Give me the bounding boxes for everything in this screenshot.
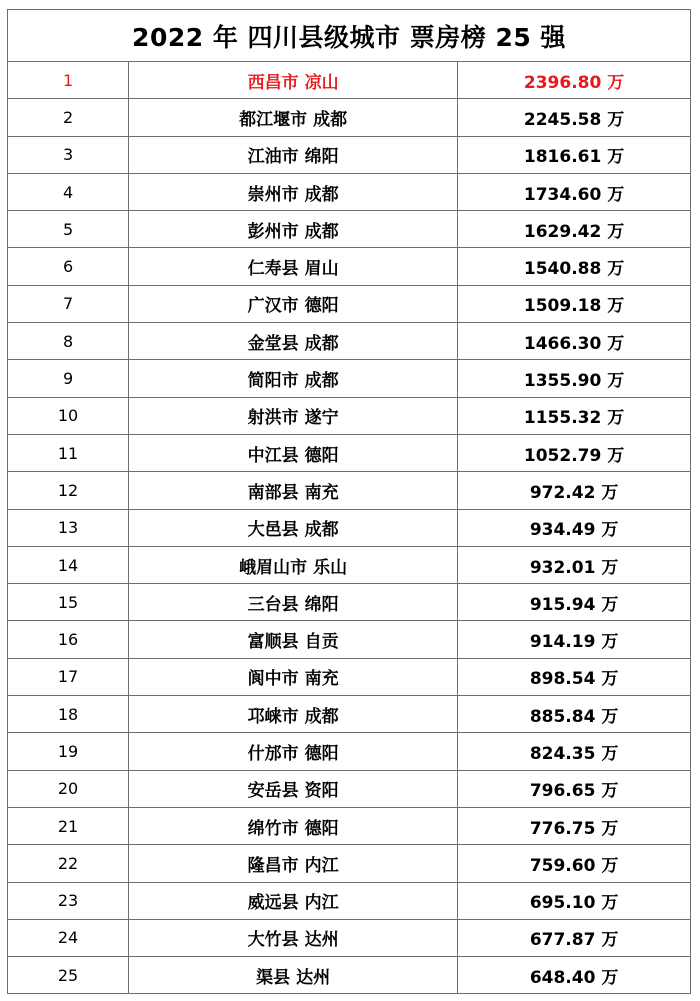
table-row: [8, 621, 691, 658]
rank-cell: 16: [8, 621, 129, 658]
rank-cell: 21: [8, 807, 129, 844]
rank-cell: 7: [8, 285, 129, 322]
table-row: [8, 285, 691, 322]
city-name-cell: 江油市 绵阳: [129, 136, 458, 173]
rank-cell: 25: [8, 957, 129, 994]
rank-cell: 15: [8, 584, 129, 621]
rank-cell: 6: [8, 248, 129, 285]
rank-cell: 12: [8, 472, 129, 509]
box-office-cell: 1629.42 万: [458, 211, 691, 248]
box-office-cell: 898.54 万: [458, 658, 691, 695]
table-row: [8, 509, 691, 546]
city-name-cell: 大竹县 达州: [129, 919, 458, 956]
rank-cell: 11: [8, 434, 129, 471]
city-name-cell: 崇州市 成都: [129, 173, 458, 210]
box-office-cell: 2396.80 万: [458, 62, 691, 99]
rank-cell: 5: [8, 211, 129, 248]
city-name-cell: 彭州市 成都: [129, 211, 458, 248]
city-name-cell: 隆昌市 内江: [129, 845, 458, 882]
table-row: [8, 919, 691, 956]
table-row: [8, 882, 691, 919]
box-office-cell: 1734.60 万: [458, 173, 691, 210]
box-office-cell: 824.35 万: [458, 733, 691, 770]
table-row: [8, 173, 691, 210]
city-name-cell: 广汉市 德阳: [129, 285, 458, 322]
rank-cell: 9: [8, 360, 129, 397]
table-row: [8, 957, 691, 994]
city-name-cell: 金堂县 成都: [129, 323, 458, 360]
box-office-cell: 1466.30 万: [458, 323, 691, 360]
box-office-cell: 1509.18 万: [458, 285, 691, 322]
table-row: [8, 360, 691, 397]
box-office-cell: 648.40 万: [458, 957, 691, 994]
table-row: [8, 546, 691, 583]
city-name-cell: 绵竹市 德阳: [129, 807, 458, 844]
table-row: [8, 99, 691, 136]
city-name-cell: 大邑县 成都: [129, 509, 458, 546]
rank-cell: 22: [8, 845, 129, 882]
box-office-cell: 932.01 万: [458, 546, 691, 583]
city-name-cell: 什邡市 德阳: [129, 733, 458, 770]
box-office-cell: 934.49 万: [458, 509, 691, 546]
box-office-cell: 796.65 万: [458, 770, 691, 807]
table-row: [8, 211, 691, 248]
table-row: [8, 770, 691, 807]
city-name-cell: 阆中市 南充: [129, 658, 458, 695]
city-name-cell: 安岳县 资阳: [129, 770, 458, 807]
table-row: [8, 733, 691, 770]
table-row: [8, 845, 691, 882]
city-name-cell: 威远县 内江: [129, 882, 458, 919]
city-name-cell: 三台县 绵阳: [129, 584, 458, 621]
city-name-cell: 富顺县 自贡: [129, 621, 458, 658]
box-office-cell: 885.84 万: [458, 696, 691, 733]
city-name-cell: 射洪市 遂宁: [129, 397, 458, 434]
rank-cell: 3: [8, 136, 129, 173]
box-office-cell: 1052.79 万: [458, 434, 691, 471]
box-office-cell: 695.10 万: [458, 882, 691, 919]
table-row: [8, 658, 691, 695]
rank-cell: 24: [8, 919, 129, 956]
rank-cell: 13: [8, 509, 129, 546]
box-office-cell: 914.19 万: [458, 621, 691, 658]
city-name-cell: 邛崃市 成都: [129, 696, 458, 733]
table-row: [8, 434, 691, 471]
table-row: [8, 807, 691, 844]
rank-cell: 4: [8, 173, 129, 210]
table-row: [8, 136, 691, 173]
box-office-cell: 776.75 万: [458, 807, 691, 844]
title-row: [8, 10, 691, 62]
city-name-cell: 仁寿县 眉山: [129, 248, 458, 285]
table-row: [8, 397, 691, 434]
table-row: [8, 62, 691, 99]
box-office-cell: 2245.58 万: [458, 99, 691, 136]
ranking-table-body: [8, 10, 691, 994]
rank-cell: 23: [8, 882, 129, 919]
table-row: [8, 323, 691, 360]
box-office-cell: 1155.32 万: [458, 397, 691, 434]
table-row: [8, 696, 691, 733]
rank-cell: 2: [8, 99, 129, 136]
rank-cell: 17: [8, 658, 129, 695]
ranking-table: [7, 9, 691, 994]
rank-cell: 18: [8, 696, 129, 733]
city-name-cell: 峨眉山市 乐山: [129, 546, 458, 583]
rank-cell: 10: [8, 397, 129, 434]
city-name-cell: 都江堰市 成都: [129, 99, 458, 136]
rank-cell: 19: [8, 733, 129, 770]
box-office-cell: 759.60 万: [458, 845, 691, 882]
table-title: 2022 年 四川县级城市 票房榜 25 强: [8, 10, 691, 62]
rank-cell: 14: [8, 546, 129, 583]
rank-cell: 1: [8, 62, 129, 99]
rank-cell: 20: [8, 770, 129, 807]
city-name-cell: 南部县 南充: [129, 472, 458, 509]
city-name-cell: 西昌市 凉山: [129, 62, 458, 99]
box-office-cell: 1816.61 万: [458, 136, 691, 173]
rank-cell: 8: [8, 323, 129, 360]
box-office-cell: 915.94 万: [458, 584, 691, 621]
table-row: [8, 472, 691, 509]
box-office-cell: 972.42 万: [458, 472, 691, 509]
table-row: [8, 584, 691, 621]
box-office-cell: 677.87 万: [458, 919, 691, 956]
city-name-cell: 简阳市 成都: [129, 360, 458, 397]
box-office-cell: 1540.88 万: [458, 248, 691, 285]
box-office-cell: 1355.90 万: [458, 360, 691, 397]
city-name-cell: 渠县 达州: [129, 957, 458, 994]
city-name-cell: 中江县 德阳: [129, 434, 458, 471]
table-row: [8, 248, 691, 285]
